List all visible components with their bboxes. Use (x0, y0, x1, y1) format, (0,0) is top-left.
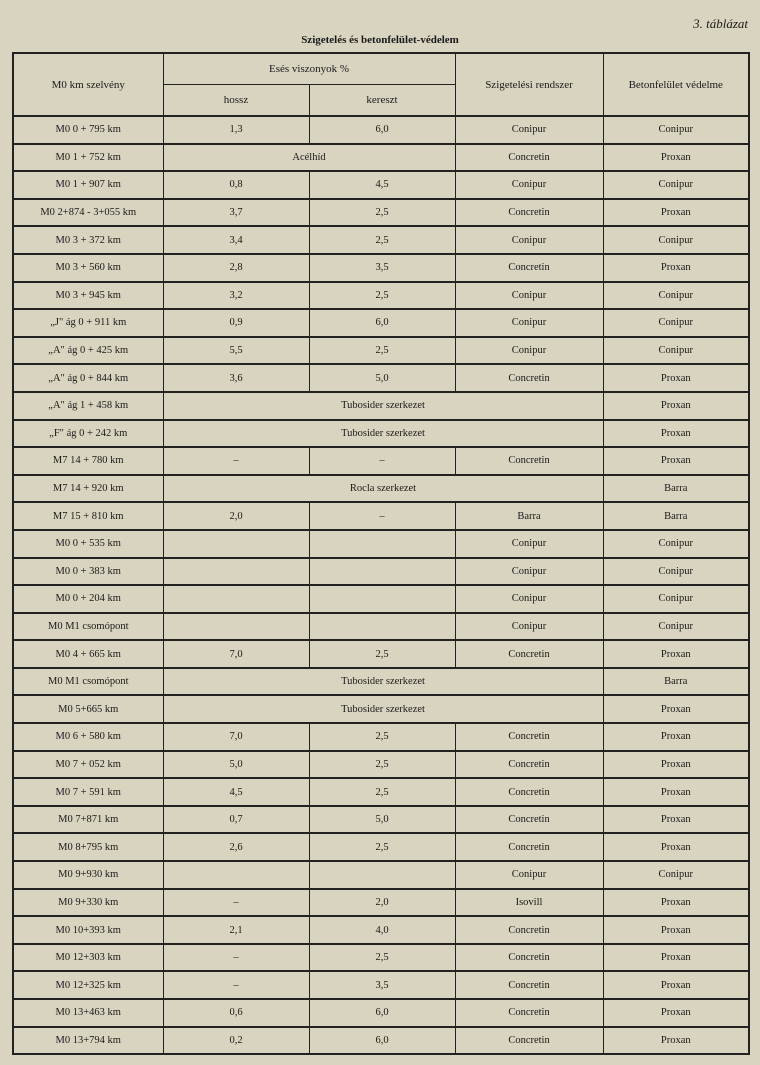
table-row (13, 640, 749, 668)
header-transverse: kereszt (309, 85, 455, 117)
cell-insulation: Concretin (455, 751, 603, 779)
cell-location: M0 13+463 km (13, 999, 163, 1027)
cell-longitudinal: 2,0 (163, 502, 309, 530)
cell-protection: Conipur (603, 613, 749, 641)
cell-structure: Tubosider szerkezet (163, 420, 603, 448)
cell-transverse: 2,5 (309, 944, 455, 972)
cell-protection: Conipur (603, 530, 749, 558)
cell-protection: Proxan (603, 1027, 749, 1055)
cell-transverse (309, 530, 455, 558)
cell-structure: Tubosider szerkezet (163, 668, 603, 696)
table-row (13, 392, 749, 420)
cell-location: M0 1 + 752 km (13, 144, 163, 172)
table-row (13, 944, 749, 972)
cell-insulation: Concretin (455, 144, 603, 172)
cell-longitudinal: – (163, 971, 309, 999)
cell-longitudinal: 2,6 (163, 833, 309, 861)
cell-location: M7 14 + 920 km (13, 475, 163, 503)
cell-protection: Proxan (603, 144, 749, 172)
cell-location: M0 3 + 945 km (13, 282, 163, 310)
table-row (13, 558, 749, 586)
cell-transverse: 3,5 (309, 971, 455, 999)
cell-longitudinal: 0,8 (163, 171, 309, 199)
table-row (13, 613, 749, 641)
table-row (13, 889, 749, 917)
cell-location: M0 9+330 km (13, 889, 163, 917)
cell-transverse: 6,0 (309, 999, 455, 1027)
table-row (13, 585, 749, 613)
cell-location: „A" ág 0 + 844 km (13, 364, 163, 392)
cell-transverse: – (309, 502, 455, 530)
cell-longitudinal: 7,0 (163, 640, 309, 668)
cell-longitudinal: – (163, 889, 309, 917)
cell-transverse (309, 861, 455, 889)
table-row (13, 530, 749, 558)
cell-structure: Tubosider szerkezet (163, 695, 603, 723)
cell-longitudinal: – (163, 944, 309, 972)
cell-location: M0 2+874 - 3+055 km (13, 199, 163, 227)
cell-structure: Acélhíd (163, 144, 455, 172)
cell-location: M0 10+393 km (13, 916, 163, 944)
cell-protection: Proxan (603, 806, 749, 834)
table-row (13, 226, 749, 254)
cell-structure: Rocla szerkezet (163, 475, 603, 503)
cell-protection: Proxan (603, 751, 749, 779)
cell-protection: Conipur (603, 309, 749, 337)
cell-transverse: 5,0 (309, 806, 455, 834)
cell-location: M0 6 + 580 km (13, 723, 163, 751)
cell-longitudinal: 0,6 (163, 999, 309, 1027)
cell-transverse: 2,5 (309, 723, 455, 751)
cell-protection: Proxan (603, 778, 749, 806)
cell-insulation: Conipur (455, 282, 603, 310)
cell-protection: Proxan (603, 999, 749, 1027)
cell-longitudinal: 0,9 (163, 309, 309, 337)
cell-location: M0 9+930 km (13, 861, 163, 889)
table-row (13, 144, 749, 172)
cell-insulation: Concretin (455, 971, 603, 999)
cell-insulation: Conipur (455, 585, 603, 613)
cell-longitudinal: 3,4 (163, 226, 309, 254)
cell-transverse (309, 558, 455, 586)
table-number-label: 3. táblázat (693, 16, 748, 31)
cell-location: „A" ág 1 + 458 km (13, 392, 163, 420)
cell-protection: Proxan (603, 971, 749, 999)
cell-transverse (309, 585, 455, 613)
cell-longitudinal: 5,5 (163, 337, 309, 365)
table-row (13, 282, 749, 310)
cell-longitudinal (163, 861, 309, 889)
table-row (13, 475, 749, 503)
header-protection: Betonfelület védelme (603, 53, 749, 116)
cell-location: M0 3 + 372 km (13, 226, 163, 254)
cell-longitudinal (163, 558, 309, 586)
cell-protection: Conipur (603, 171, 749, 199)
cell-transverse: 2,5 (309, 199, 455, 227)
cell-location: M0 0 + 795 km (13, 116, 163, 144)
cell-transverse (309, 613, 455, 641)
cell-location: M0 12+325 km (13, 971, 163, 999)
cell-protection: Conipur (603, 282, 749, 310)
cell-insulation: Concretin (455, 447, 603, 475)
table-row (13, 1027, 749, 1055)
cell-location: M0 3 + 560 km (13, 254, 163, 282)
cell-longitudinal: 2,8 (163, 254, 309, 282)
table-row (13, 364, 749, 392)
cell-protection: Proxan (603, 392, 749, 420)
cell-insulation: Concretin (455, 364, 603, 392)
cell-transverse: 6,0 (309, 309, 455, 337)
cell-longitudinal: 2,1 (163, 916, 309, 944)
cell-insulation: Conipur (455, 309, 603, 337)
table-row (13, 751, 749, 779)
header-longitudinal: hossz (163, 85, 309, 117)
cell-insulation: Conipur (455, 530, 603, 558)
cell-longitudinal: – (163, 447, 309, 475)
cell-location: M0 4 + 665 km (13, 640, 163, 668)
table-row (13, 723, 749, 751)
table-row (13, 999, 749, 1027)
cell-insulation: Concretin (455, 833, 603, 861)
cell-location: „A" ág 0 + 425 km (13, 337, 163, 365)
cell-insulation: Concretin (455, 723, 603, 751)
table-row (13, 116, 749, 144)
cell-longitudinal: 5,0 (163, 751, 309, 779)
cell-protection: Barra (603, 668, 749, 696)
table-row (13, 861, 749, 889)
cell-protection: Conipur (603, 558, 749, 586)
cell-location: M0 0 + 204 km (13, 585, 163, 613)
cell-protection: Proxan (603, 364, 749, 392)
cell-protection: Conipur (603, 116, 749, 144)
cell-location: M0 12+303 km (13, 944, 163, 972)
cell-location: „J" ág 0 + 911 km (13, 309, 163, 337)
cell-insulation: Concretin (455, 778, 603, 806)
cell-protection: Proxan (603, 944, 749, 972)
cell-transverse: 2,5 (309, 282, 455, 310)
cell-insulation: Conipur (455, 116, 603, 144)
cell-location: M0 1 + 907 km (13, 171, 163, 199)
cell-protection: Proxan (603, 640, 749, 668)
cell-insulation: Conipur (455, 861, 603, 889)
cell-location: M7 14 + 780 km (13, 447, 163, 475)
cell-longitudinal (163, 530, 309, 558)
cell-protection: Proxan (603, 833, 749, 861)
cell-protection: Conipur (603, 585, 749, 613)
cell-protection: Conipur (603, 226, 749, 254)
cell-protection: Proxan (603, 889, 749, 917)
table-row (13, 309, 749, 337)
cell-transverse: 6,0 (309, 116, 455, 144)
cell-longitudinal: 0,7 (163, 806, 309, 834)
table-row (13, 971, 749, 999)
cell-protection: Barra (603, 475, 749, 503)
cell-transverse: 2,5 (309, 778, 455, 806)
cell-structure: Tubosider szerkezet (163, 392, 603, 420)
cell-protection: Conipur (603, 337, 749, 365)
cell-location: M0 M1 csomópont (13, 668, 163, 696)
cell-transverse: 2,5 (309, 751, 455, 779)
insulation-table (12, 52, 750, 1055)
table-row (13, 916, 749, 944)
cell-insulation: Conipur (455, 226, 603, 254)
table-row (13, 833, 749, 861)
cell-transverse: 4,0 (309, 916, 455, 944)
cell-transverse: 6,0 (309, 1027, 455, 1055)
cell-transverse: – (309, 447, 455, 475)
cell-longitudinal: 0,2 (163, 1027, 309, 1055)
cell-location: M7 15 + 810 km (13, 502, 163, 530)
cell-protection: Proxan (603, 695, 749, 723)
cell-transverse: 3,5 (309, 254, 455, 282)
cell-insulation: Isovill (455, 889, 603, 917)
cell-location: M0 8+795 km (13, 833, 163, 861)
cell-insulation: Concretin (455, 199, 603, 227)
cell-location: M0 M1 csomópont (13, 613, 163, 641)
cell-insulation: Conipur (455, 613, 603, 641)
cell-protection: Proxan (603, 916, 749, 944)
cell-protection: Conipur (603, 861, 749, 889)
table-row (13, 695, 749, 723)
cell-location: M0 0 + 535 km (13, 530, 163, 558)
cell-protection: Proxan (603, 199, 749, 227)
cell-insulation: Concretin (455, 1027, 603, 1055)
cell-longitudinal: 4,5 (163, 778, 309, 806)
cell-longitudinal: 3,7 (163, 199, 309, 227)
cell-transverse: 2,0 (309, 889, 455, 917)
cell-location: M0 0 + 383 km (13, 558, 163, 586)
cell-insulation: Barra (455, 502, 603, 530)
cell-longitudinal: 7,0 (163, 723, 309, 751)
cell-protection: Proxan (603, 723, 749, 751)
cell-insulation: Concretin (455, 254, 603, 282)
cell-insulation: Conipur (455, 558, 603, 586)
cell-location: „F" ág 0 + 242 km (13, 420, 163, 448)
cell-protection: Proxan (603, 447, 749, 475)
cell-transverse: 2,5 (309, 833, 455, 861)
cell-insulation: Concretin (455, 944, 603, 972)
cell-longitudinal: 3,6 (163, 364, 309, 392)
table-row (13, 199, 749, 227)
table-row (13, 806, 749, 834)
cell-protection: Proxan (603, 420, 749, 448)
header-slope: Esés viszonyok % (163, 53, 455, 85)
table-row (13, 502, 749, 530)
document-title: Szigetelés és betonfelület-védelem (301, 34, 459, 46)
cell-location: M0 7 + 052 km (13, 751, 163, 779)
cell-location: M0 7 + 591 km (13, 778, 163, 806)
header-location: M0 km szelvény (13, 53, 163, 116)
cell-transverse: 2,5 (309, 640, 455, 668)
table-row (13, 254, 749, 282)
cell-longitudinal (163, 585, 309, 613)
cell-transverse: 5,0 (309, 364, 455, 392)
header-insulation: Szigetelési rendszer (455, 53, 603, 116)
cell-insulation: Concretin (455, 916, 603, 944)
cell-protection: Barra (603, 502, 749, 530)
table-row (13, 778, 749, 806)
table-row (13, 420, 749, 448)
table-row (13, 337, 749, 365)
table-row (13, 171, 749, 199)
cell-insulation: Concretin (455, 640, 603, 668)
cell-location: M0 7+871 km (13, 806, 163, 834)
cell-transverse: 4,5 (309, 171, 455, 199)
cell-transverse: 2,5 (309, 226, 455, 254)
cell-longitudinal (163, 613, 309, 641)
cell-insulation: Conipur (455, 337, 603, 365)
cell-transverse: 2,5 (309, 337, 455, 365)
cell-insulation: Conipur (455, 171, 603, 199)
cell-longitudinal: 1,3 (163, 116, 309, 144)
table-row (13, 447, 749, 475)
cell-location: M0 13+794 km (13, 1027, 163, 1055)
cell-location: M0 5+665 km (13, 695, 163, 723)
cell-longitudinal: 3,2 (163, 282, 309, 310)
cell-protection: Proxan (603, 254, 749, 282)
cell-insulation: Concretin (455, 806, 603, 834)
cell-insulation: Concretin (455, 999, 603, 1027)
table-row (13, 668, 749, 696)
